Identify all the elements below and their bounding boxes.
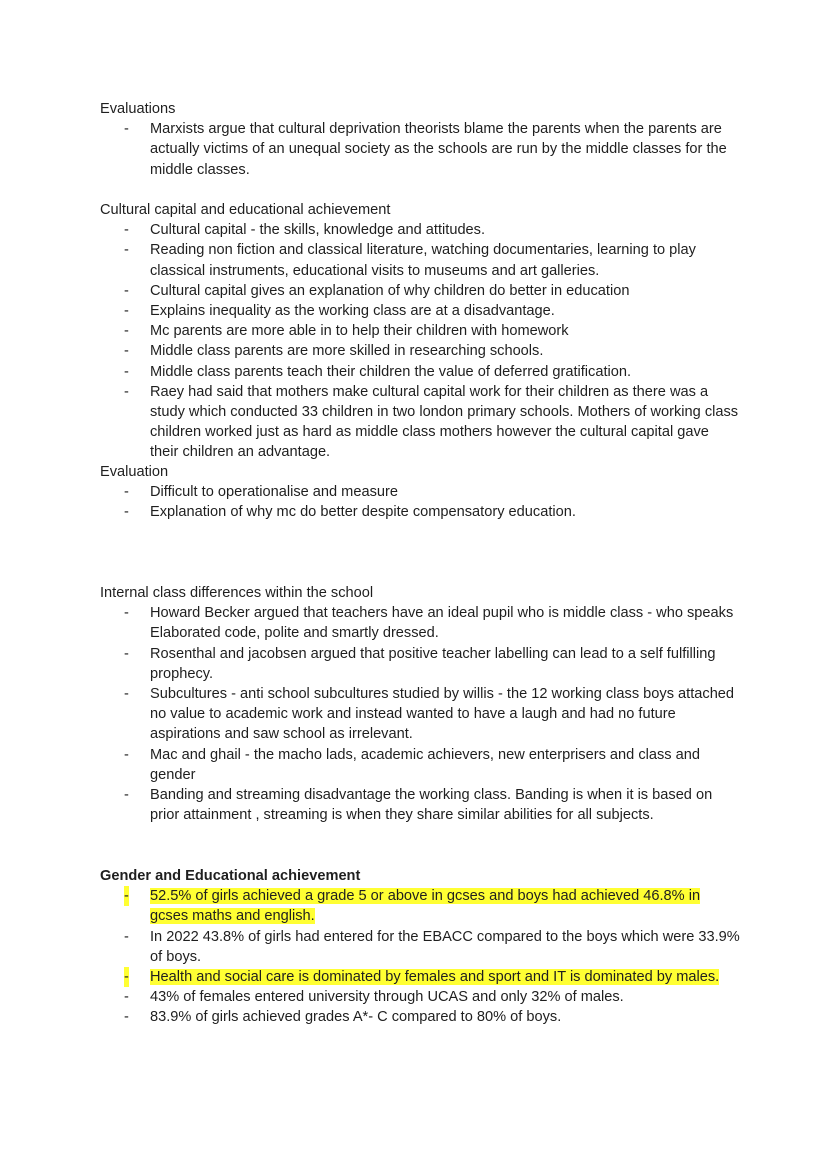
item-text: Subcultures - anti school subcultures studied by willis - the 12 working class boys attached no value to academic work and instead wanted to have a laugh and had no future aspirations and saw school as irrelevant. xyxy=(150,686,735,743)
bullet-dash: - xyxy=(124,484,129,501)
section-heading: Evaluation xyxy=(100,464,169,480)
bullet-dash: - xyxy=(124,242,129,259)
list-item xyxy=(100,119,740,180)
item-text: In 2022 43.8% of girls had entered for the EBACC compared to the boys which were 33.9% of boys. xyxy=(150,928,740,965)
list-item xyxy=(100,644,740,684)
bullet-dash: - xyxy=(124,343,129,360)
list-item-highlighted xyxy=(100,967,740,987)
bullet-dash: - xyxy=(124,222,129,239)
bullet-dash: - xyxy=(124,303,129,320)
item-text: Explanation of why mc do better despite compensatory education. xyxy=(150,504,576,521)
bullet-dash: - xyxy=(124,746,129,763)
bullet-dash: - xyxy=(124,121,129,138)
list-item xyxy=(100,684,740,745)
section-evaluation xyxy=(100,462,740,523)
section-heading: Cultural capital and educational achievement xyxy=(100,202,391,218)
section-gender-achievement xyxy=(100,866,740,1028)
item-text: Middle class parents are more skilled in researching schools. xyxy=(150,343,544,360)
bullet-list xyxy=(100,603,740,825)
bullet-dash: - xyxy=(124,383,129,400)
item-text: Cultural capital gives an explanation of why children do better in education xyxy=(150,282,630,299)
bullet-dash: - xyxy=(124,363,129,380)
bullet-list xyxy=(100,220,740,462)
list-item xyxy=(100,603,740,643)
item-text: 83.9% of girls achieved grades A*- C compared to 80% of boys. xyxy=(150,1009,562,1026)
item-text: Mac and ghail - the macho lads, academic achievers, new enterprisers and class and gender xyxy=(150,746,700,783)
section-heading: Internal class differences within the school xyxy=(100,585,374,601)
bullet-dash: - xyxy=(124,967,129,987)
bullet-dash: - xyxy=(124,282,129,299)
list-item xyxy=(100,1007,740,1027)
bullet-dash: - xyxy=(124,787,129,804)
item-text: Middle class parents teach their children the value of deferred gratification. xyxy=(150,363,632,380)
list-item xyxy=(100,927,740,967)
item-text: Cultural capital - the skills, knowledge and attitudes. xyxy=(150,222,486,239)
list-item xyxy=(100,745,740,785)
bullet-list xyxy=(100,886,740,1027)
bullet-dash: - xyxy=(124,686,129,703)
bullet-dash: - xyxy=(124,504,129,521)
list-item xyxy=(100,240,740,280)
section-cultural-capital xyxy=(100,200,740,463)
list-item xyxy=(100,987,740,1007)
bullet-list xyxy=(100,119,740,180)
list-item xyxy=(100,301,740,321)
bullet-dash: - xyxy=(124,928,129,945)
item-text: Howard Becker argued that teachers have an ideal pupil who is middle class - who speaks Elaborated code, polite and smartly dressed. xyxy=(150,605,734,642)
bullet-list xyxy=(100,482,740,522)
bullet-dash: - xyxy=(124,989,129,1006)
list-item xyxy=(100,220,740,240)
list-item xyxy=(100,785,740,825)
bullet-dash: - xyxy=(124,605,129,622)
list-item xyxy=(100,281,740,301)
item-text: Difficult to operationalise and measure xyxy=(150,484,398,501)
item-text: 52.5% of girls achieved a grade 5 or above in gcses and boys had achieved 46.8% in gcses maths and english. xyxy=(150,888,701,925)
item-text: Explains inequality as the working class are at a disadvantage. xyxy=(150,303,555,320)
item-text: 43% of females entered university through UCAS and only 32% of males. xyxy=(150,989,624,1006)
section-evaluations xyxy=(100,99,740,180)
bullet-dash: - xyxy=(124,645,129,662)
bullet-dash: - xyxy=(124,1009,129,1026)
list-item xyxy=(100,321,740,341)
section-heading: Evaluations xyxy=(100,101,176,117)
list-item xyxy=(100,482,740,502)
list-item xyxy=(100,382,740,463)
list-item xyxy=(100,341,740,361)
item-text: Raey had said that mothers make cultural capital work for their children as there was a study which conducted 33 children in two london primary schools. Mothers of working class children worked just as hard as middle class mothers however the cultural capital gave their children an advantage. xyxy=(150,383,739,461)
item-text: Mc parents are more able in to help their children with homework xyxy=(150,323,569,340)
item-text: Marxists argue that cultural deprivation theorists blame the parents when the parents are actually victims of an unequal society as the schools are run by the middle classes for the middle classes. xyxy=(150,121,727,178)
bullet-dash: - xyxy=(124,323,129,340)
list-item-highlighted xyxy=(100,886,740,926)
bullet-dash: - xyxy=(124,886,129,906)
item-text: Banding and streaming disadvantage the working class. Banding is when it is based on prior attainment , streaming is when they share similar abilities for all subjects. xyxy=(150,787,713,824)
item-text: Rosenthal and jacobsen argued that positive teacher labelling can lead to a self fulfilling prophecy. xyxy=(150,645,716,682)
section-internal-class-differences xyxy=(100,583,740,825)
item-text: Health and social care is dominated by females and sport and IT is dominated by males. xyxy=(150,969,720,986)
section-heading: Gender and Educational achievement xyxy=(100,868,361,884)
item-text: Reading non fiction and classical literature, watching documentaries, learning to play classical instruments, educational visits to museums and art galleries. xyxy=(150,242,696,279)
list-item xyxy=(100,362,740,382)
list-item xyxy=(100,502,740,522)
